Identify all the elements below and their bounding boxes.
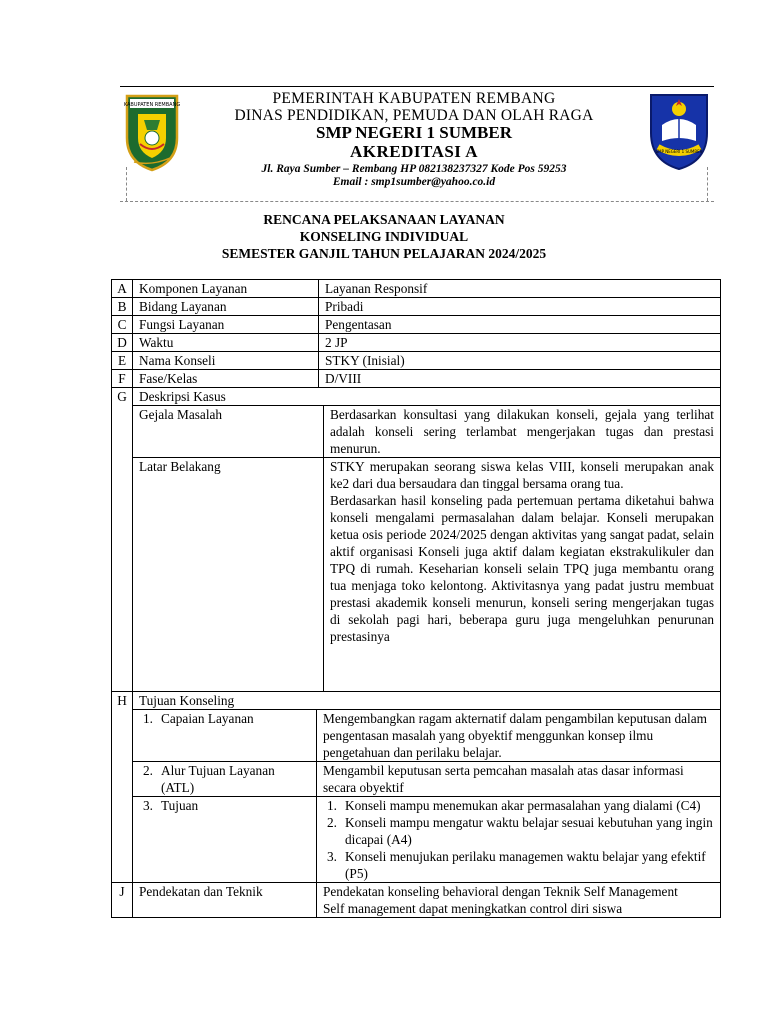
goals-cell [133,710,721,883]
item-number: 1. [327,798,337,813]
kabupaten-rembang-crest-icon [124,92,180,172]
approach-label: Pendekatan dan Teknik [139,884,263,899]
svg-text:SMP NEGERI 1 SUMBER: SMP NEGERI 1 SUMBER [655,149,703,154]
school-email: Email : smp1sumber@yahoo.co.id [332,176,496,189]
goal-item-label [133,762,317,797]
row-value: Layanan Responsif [319,280,721,298]
table-row [112,352,721,370]
goal-item-label [133,797,317,883]
goal-item-value: Mengambil keputusan serta pemcahan masalah atas dasar informasi secara obyektif [317,762,721,797]
letterhead [120,86,714,202]
case-description-table [133,406,720,691]
item-text: Alur Tujuan Layanan (ATL) [161,763,275,795]
approach-cell [133,883,721,918]
row-label: Fase/Kelas [133,370,319,388]
goal-item-label [133,710,317,762]
item-text: Capaian Layanan [161,711,254,726]
table-row [133,406,720,458]
item-text: Konseli menujukan perilaku managemen waktu belajar yang efektif (P5) [345,849,706,881]
background-value [324,458,721,692]
table-row [133,710,720,762]
department-name: DINAS PENDIDIKAN, PEMUDA DAN OLAH RAGA [234,107,594,125]
goal-item-value [317,797,721,883]
list-item [323,797,714,814]
case-description-cell [133,406,721,692]
accreditation: AKREDITASI A [349,141,479,161]
document-title [0,211,768,262]
row-key: A [112,280,133,298]
row-key: F [112,370,133,388]
background-paragraph-1: STKY merupakan seorang siswa kelas VIII, konseli merupakan anak ke2 dari dua bersaudara dan tinggal bersama orang tua. [330,459,714,491]
row-key: D [112,334,133,352]
row-label: Fungsi Layanan [133,316,319,334]
table-row [133,762,720,797]
approach-value-2: Self management dapat meningkatkan control diri siswa [323,901,623,916]
school-name: SMP NEGERI 1 SUMBER [316,123,512,143]
approach-value [317,883,721,917]
table-row-h [112,692,721,710]
goal-item-2 [139,762,310,796]
table-row [133,458,720,692]
row-value: STKY (Inisial) [319,352,721,370]
table-row-g [112,388,721,406]
title-line-3: SEMESTER GANJIL TAHUN PELAJARAN 2024/2025 [221,246,547,261]
item-text: Konseli mampu mengatur waktu belajar sesuai kebutuhan yang ingin dicapai (A4) [345,815,713,847]
row-key-empty [112,710,133,883]
table-row [112,280,721,298]
table-row [133,797,720,883]
table-row [133,883,720,917]
school-address: Jl. Raya Sumber – Rembang HP 082138237327 Kode Pos 59253 [261,163,567,176]
table-row-h-content [112,710,721,883]
approach-value-1: Pendekatan konseling behavioral dengan Teknik Self Management [323,884,678,899]
table-row [112,298,721,316]
goal-item-1 [139,710,310,727]
row-key: B [112,298,133,316]
letterhead-text [186,90,642,189]
symptom-label: Gejala Masalah [139,407,223,422]
row-label: Waktu [133,334,319,352]
item-number: 2. [143,763,153,778]
section-label: Deskripsi Kasus [133,388,721,406]
table-row-j [112,883,721,918]
list-item [323,848,714,882]
row-key: E [112,352,133,370]
smp-negeri-1-sumber-logo-icon [648,91,710,171]
svg-text:KABUPATEN REMBANG: KABUPATEN REMBANG [124,102,180,108]
row-key: C [112,316,133,334]
list-item [323,814,714,848]
title-line-1: RENCANA PELAKSANAAN LAYANAN [263,212,505,227]
row-value: Pengentasan [319,316,721,334]
item-number: 3. [143,798,153,813]
row-label: Bidang Layanan [133,298,319,316]
row-key: J [112,883,133,918]
symptom-value: Berdasarkan konsultasi yang dilakukan konseli, gejala yang terlihat adalah konseli sering terlambat mengerjakan tugas dan prestasi menurun. [324,406,721,458]
section-label: Tujuan Konseling [133,692,721,710]
table-row-g-content [112,406,721,692]
goals-table [133,710,720,882]
table-row [112,316,721,334]
approach-table [133,883,720,917]
item-number: 1. [143,711,153,726]
background-paragraph-2: Berdasarkan hasil konseling pada pertemuan pertama diketahui bahwa konseli mengalami permasalahan dalam belajar. Konseli merupakan ketua osis periode 2024/2025 dengan aktivitas yang sangat padat, selain aktif organisasi Konseli juga aktif dalam kegiatan ekstrakulikuler dan TPQ di rumah. Keseharian konseli selain TPQ juga membantu orang tua menjaga toko kelontong. Aktivitasnya yang padat justru membuat prestasi akademik konseli menurun, konseli sering mengerjakan tugas di sekolah pagi hari, beberapa guru juga mengeluhkan penurunan prestasinya [330,493,714,644]
government-name: PEMERINTAH KABUPATEN REMBANG [272,90,556,107]
item-number: 3. [327,849,337,864]
row-value: 2 JP [319,334,721,352]
item-number: 2. [327,815,337,830]
goal-item-3 [139,797,310,814]
table-row [112,370,721,388]
item-text: Tujuan [161,798,199,813]
goal-item-value: Mengembangkan ragam akternatif dalam pengambilan keputusan dalam pengentasan masalah yang obyektif menggunkan konsep ilmu pengetahuan dan perilaku belajar. [317,710,721,762]
title-line-2: KONSELING INDIVIDUAL [299,229,469,244]
row-key: H [112,692,133,710]
objectives-list [323,797,714,882]
row-label: Komponen Layanan [133,280,319,298]
row-value: D/VIII [319,370,721,388]
item-text: Konseli mampu menemukan akar permasalahan yang dialami (C4) [345,798,701,813]
row-value: Pribadi [319,298,721,316]
row-key: G [112,388,133,692]
rpl-table [111,279,721,918]
table-row [112,334,721,352]
row-label: Nama Konseli [133,352,319,370]
background-label: Latar Belakang [133,458,324,692]
